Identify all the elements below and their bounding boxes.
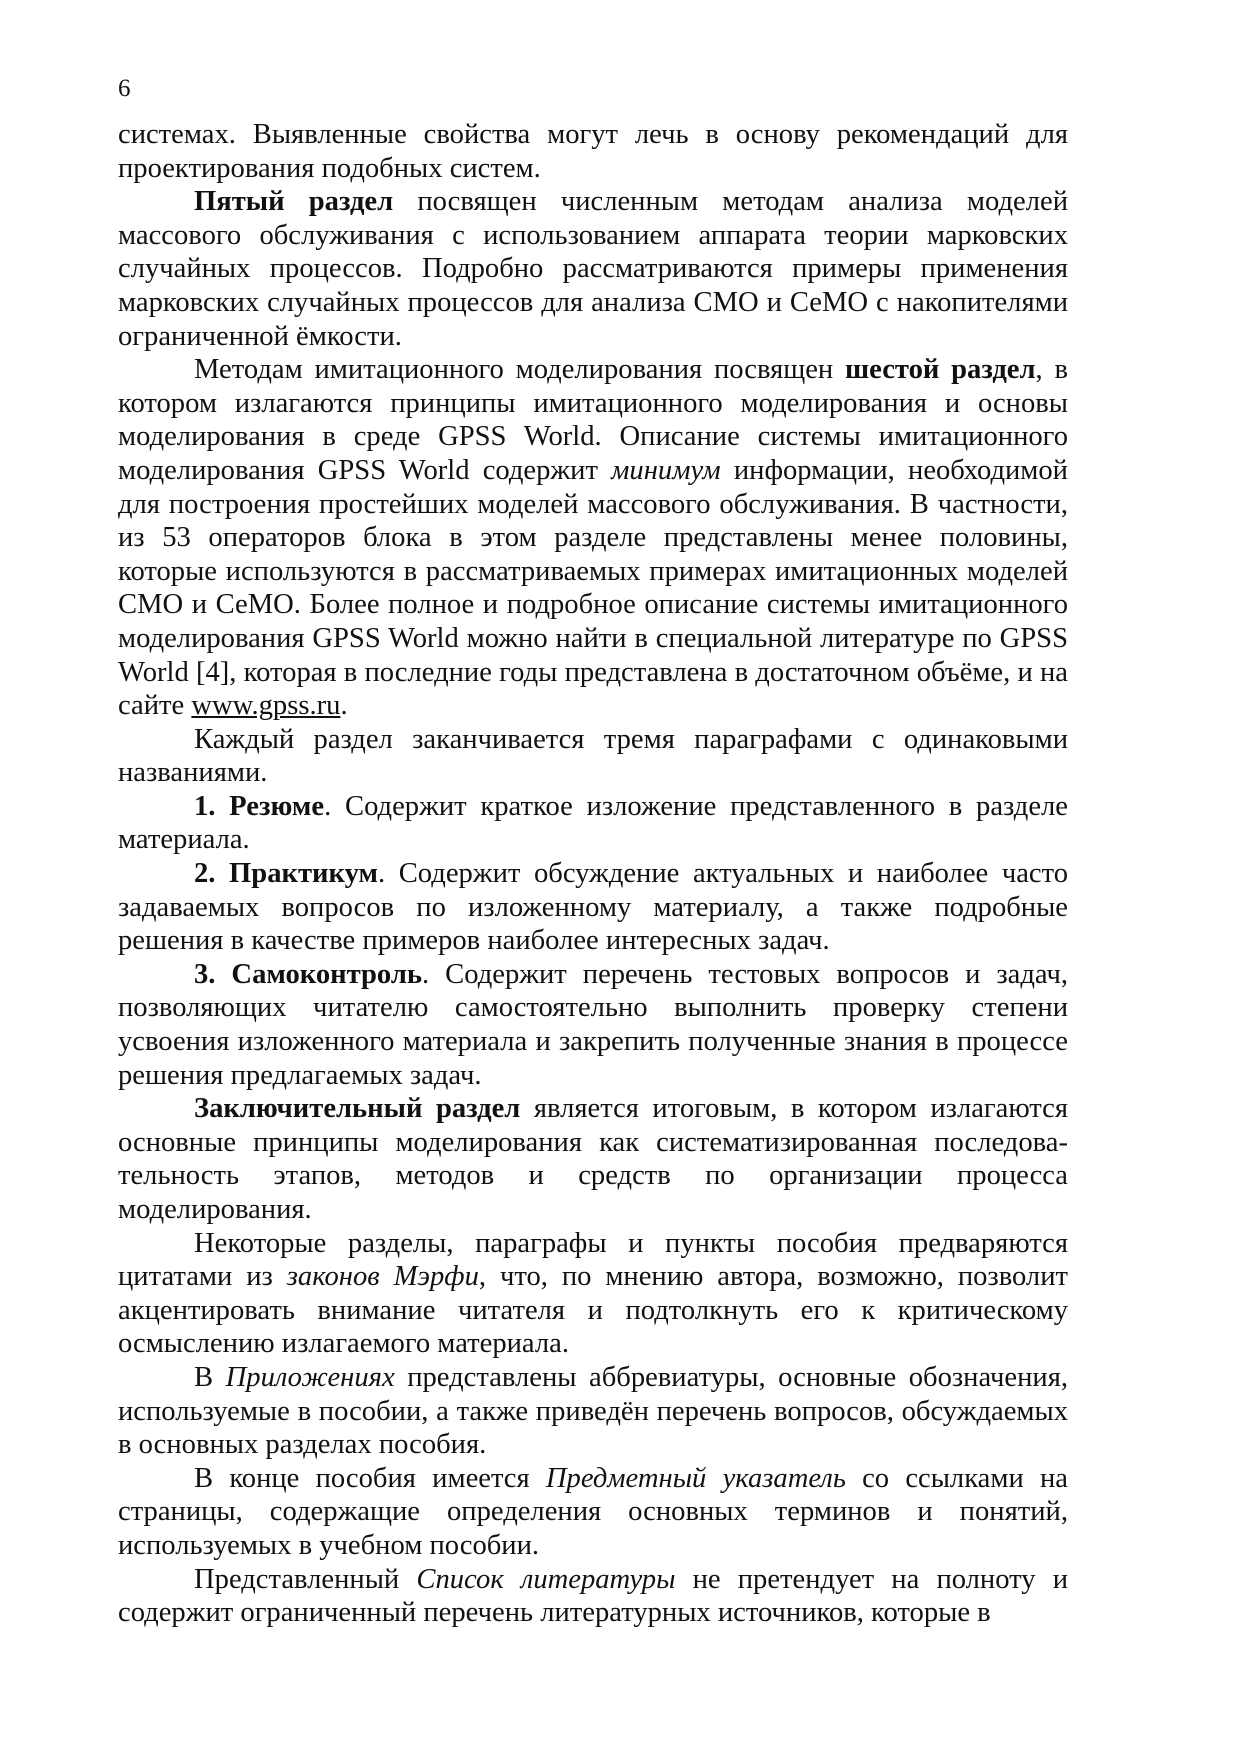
bold-term: 3. Самоконтроль — [194, 958, 423, 990]
text-run: В конце пособия имеется — [194, 1462, 546, 1494]
bold-term: 2. Практикум — [194, 858, 378, 890]
text-run: , в котором излагаются принципы имитационного моделирования и основы моделирования в среде GPSS World. Описание системы имитационного моделирования GPSS World содержит — [118, 354, 1068, 486]
paragraph-final-section — [118, 1092, 1068, 1226]
paragraph-self-control — [118, 958, 1068, 1092]
paragraph-sixth-section — [118, 353, 1068, 723]
text-run: представлены аббревиатуры, основные обозначения, используемые в пособии, а также приведён перечень вопросов, обсуждаемых в основных разделах пособия. — [118, 1361, 1068, 1461]
text-run: со ссылками на страницы, содержащие определения основных терминов и понятий, используемых в учебном пособии. — [118, 1462, 1068, 1561]
bold-term: Пятый раздел — [194, 186, 394, 218]
italic-term: Предметный указатель — [545, 1462, 846, 1494]
text-run: . — [340, 690, 348, 722]
italic-term: Список литературы — [416, 1563, 676, 1595]
text-run: является итоговым, в котором излагаются основные принципы моделирования как систематизированная последовательность этапов, методов и средств по организации процесса моделирования. — [118, 1093, 1068, 1225]
text-run: , что, по мнению автора, возможно, позволит акцентировать внимание читателя и подтолкнуть его к критическому осмыслению излагаемого материала. — [118, 1261, 1069, 1360]
text-run: Методам имитационного моделирования посвящен — [194, 354, 846, 386]
text-run: не претендует на полноту и содержит ограниченный перечень литературных источников, которые в — [118, 1563, 1069, 1629]
page-number: 6 — [118, 75, 131, 102]
paragraph-practicum — [118, 857, 1068, 958]
text-run: Некоторые разделы, параграфы и пункты пособия предваряются цитатами из — [118, 1227, 1068, 1293]
paragraph-subject-index — [118, 1462, 1068, 1563]
bold-term: Заключительный раздел — [194, 1093, 521, 1125]
bold-term: шестой раздел — [845, 354, 1036, 386]
italic-term: законов Мэрфи — [286, 1261, 479, 1293]
text-run: посвящен численным методам анализа моделей массового обслуживания с использованием аппарата теории марковских случайных процессов. Подробно рассматриваются примеры применения марковских случайных процессов для анализа СМО и СеМО с накопителями ограниченной ёмкости. — [118, 186, 1068, 352]
italic-term: минимум — [611, 454, 721, 486]
website-link[interactable]: www.gpss.ru — [191, 690, 341, 722]
paragraph-section-endings — [118, 723, 1068, 790]
text-run: системах. Выявленные свойства могут лечь в основу рекомендаций для проектирования подобных систем. — [118, 119, 1068, 184]
text-run: Каждый раздел заканчивается тремя параграфами с одинаковыми названиями. — [118, 723, 1068, 789]
paragraph-appendices — [118, 1361, 1068, 1462]
text-run: Представленный — [194, 1563, 417, 1595]
paragraph-bibliography — [118, 1563, 1068, 1630]
paragraph-continuation — [118, 118, 1068, 185]
italic-term: Приложениях — [225, 1361, 395, 1393]
text-run: . Содержит краткое изложение представленного в разделе материала. — [118, 790, 1069, 856]
text-run: информации, необходимой для построения простейших моделей массового обслуживания. В частности, из 53 операторов блока в этом разделе представлены менее половины, которые используются в рассматриваемых примерах имитационных моделей СМО и СеМО. Более полное и подробное описание системы имитационного моделирования GPSS World можно найти в специальной литературе по GPSS World [4], которая в последние годы представлена в достаточном объёме, и на сайте — [118, 454, 1068, 722]
paragraph-murphy-laws — [118, 1227, 1068, 1361]
text-run: . Содержит обсуждение актуальных и наиболее часто задаваемых вопросов по изложенному материалу, а также подробные решения в качестве примеров наиболее интересных задач. — [118, 858, 1069, 957]
paragraph-summary — [118, 790, 1068, 857]
body-text — [118, 118, 1068, 1630]
paragraph-fifth-section — [118, 185, 1068, 353]
text-run: В — [194, 1361, 226, 1393]
bold-term: 1. Резюме — [194, 790, 325, 822]
text-run: . Содержит перечень тестовых вопросов и задач, позволяющих читателю самостоятельно выполнить проверку степени усвоения изложенного материала и закрепить полученные знания в процессе решения предлагаемых задач. — [118, 958, 1068, 1091]
